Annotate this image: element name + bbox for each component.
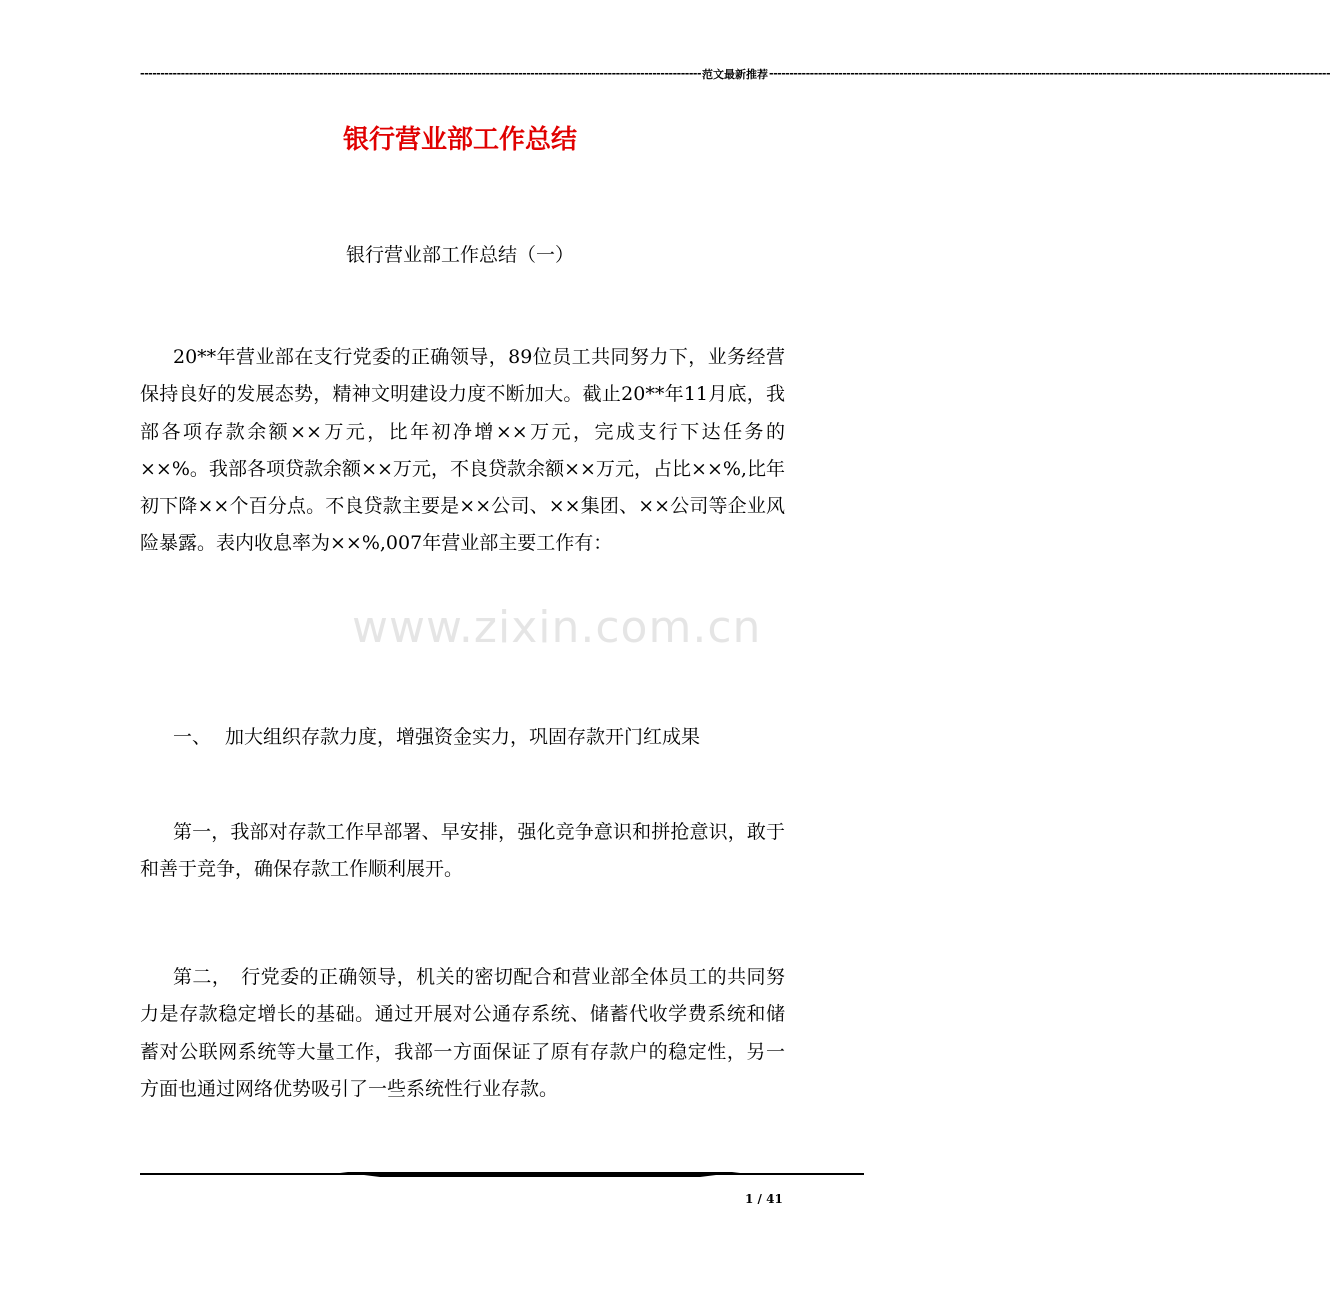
page-number: 1 / 41 <box>745 1192 783 1206</box>
footer-rule <box>140 1168 864 1180</box>
header-dashes-left: ------------------------------------------------------------------------------------------------------------------------------------------ <box>140 67 702 80</box>
watermark: www.zixin.com.cn <box>352 602 762 653</box>
section-heading-text: 加大组织存款力度，增强资金实力，巩固存款开门红成果 <box>225 726 701 748</box>
section-heading-1 <box>140 719 785 756</box>
header-label: 范文最新推荐 <box>702 68 769 81</box>
paragraph-intro: 20**年营业部在支行党委的正确领导，89位员工共同努力下，业务经营保持良好的发展态势，精神文明建设力度不断加大。截止20**年11月底，我部各项存款余额××万元，比年初净增××万元，完成支行下达任务的××%。我部各项贷款余额××万元，不良贷款余额××万元，占比××%,比年初下降××个百分点。不良贷款主要是××公司、××集团、××公司等企业风险暴露。表内收息率为××%,007年营业部主要工作有： <box>140 346 785 555</box>
section-heading-number: 一、 <box>173 726 212 748</box>
paragraph-second: 第二， 行党委的正确领导，机关的密切配合和营业部全体员工的共同努力是存款稳定增长的基础。通过开展对公通存系统、储蓄代收学费系统和储蓄对公联网系统等大量工作，我部一方面保证了原有存款户的稳定性，另一方面也通过网络优势吸引了一些系统性行业存款。 <box>140 966 785 1100</box>
document-subtitle: 银行营业部工作总结（一） <box>345 244 574 266</box>
paragraph-first: 第一，我部对存款工作早部署、早安排，强化竞争意识和拼抢意识，敢于和善于竞争，确保存款工作顺利展开。 <box>140 821 785 881</box>
header-banner <box>140 66 1330 82</box>
header-dashes-right: ------------------------------------------------------------------------------------------------------------------------------------------ <box>769 67 1330 80</box>
document-title: 银行营业部工作总结 <box>342 125 577 155</box>
